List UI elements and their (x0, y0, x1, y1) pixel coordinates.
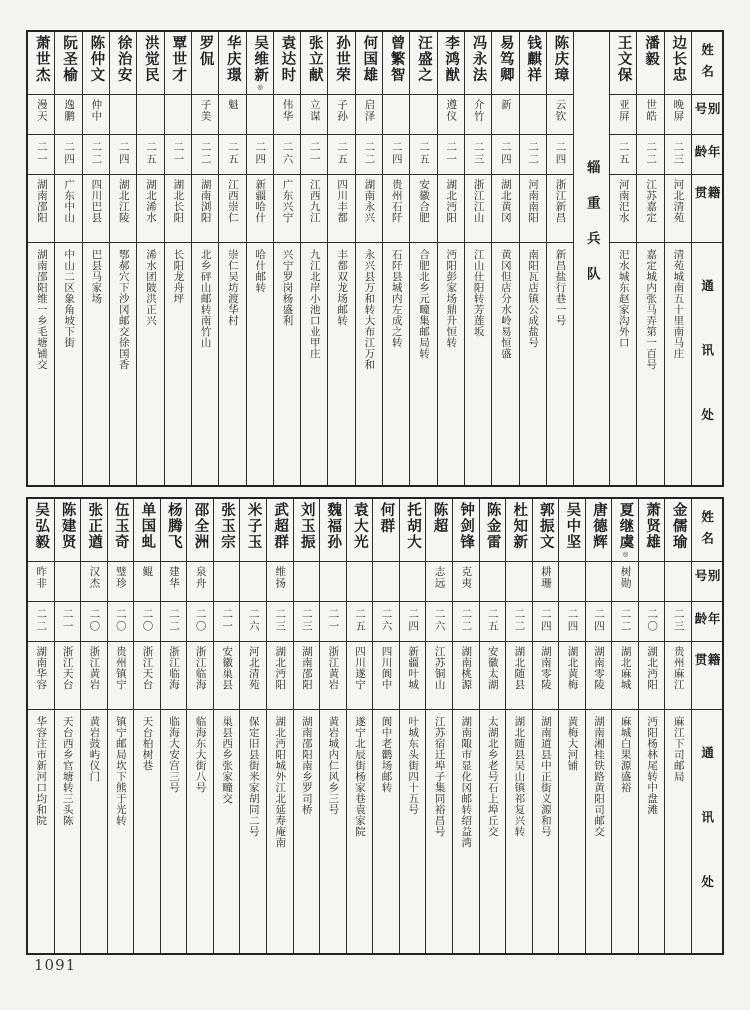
entry-native-place: 湖北沔阳 (646, 646, 659, 690)
entry-address: 天台柏树巷 (141, 716, 154, 771)
entry-name: 陈庆璋 (552, 35, 569, 83)
entry-address: 遂宁北辰街杨家巷袁家院 (353, 716, 366, 837)
entry-age: 二三 (672, 141, 685, 166)
entry-alias: 介竹 (472, 99, 485, 122)
entry-alias: 子美 (199, 99, 212, 122)
entry-age: 二二 (199, 141, 212, 166)
entry-name: 张立献 (306, 35, 323, 83)
entry-native-place: 浙江江山 (472, 179, 485, 223)
entry-column (519, 32, 546, 485)
section-divider-column (573, 32, 609, 485)
page-number: 1091 (34, 956, 77, 974)
entry-age: 二四 (117, 141, 130, 166)
entry-native-place: 湖北黄冈 (499, 179, 512, 223)
entry-address: 江苏宿迁埠子集同裕昌号 (433, 716, 446, 837)
entry-native-place: 河南汜水 (617, 179, 630, 223)
entry-native-place: 湖北沔阳 (274, 646, 287, 690)
entry-age: 二一 (61, 608, 74, 633)
entry-column (664, 32, 691, 485)
entry-column (28, 32, 54, 485)
entry-alias: 志远 (433, 566, 446, 589)
entry-column (464, 32, 491, 485)
entry-address: 华容注市新河口均和院 (35, 716, 48, 826)
header-alias-label: 别号 (693, 102, 722, 119)
entry-name: 吴弘毅 (33, 502, 50, 550)
entry-age: 二六 (433, 608, 446, 633)
entry-column (546, 32, 573, 485)
entry-address: 临海东大街八号 (194, 716, 207, 793)
entry-age: 二三 (472, 141, 485, 166)
entry-native-place: 浙江黄岩 (327, 646, 340, 690)
entry-age: 二六 (281, 141, 294, 166)
entry-native-place: 广东兴宁 (281, 179, 294, 223)
entry-column (186, 499, 213, 953)
entry-column (409, 32, 436, 485)
entry-age: 二五 (417, 141, 430, 166)
entry-name: 陈超 (431, 502, 448, 534)
entry-native-place: 新疆叶城 (407, 646, 420, 690)
entry-native-place: 湖南华容 (35, 646, 48, 690)
entry-name: 单国虬 (139, 502, 156, 550)
entry-alias: 璧珍 (114, 566, 127, 589)
entry-name: 郭振文 (537, 502, 554, 550)
entry-address: 镇宁邮局坎下熊于光转 (114, 716, 127, 826)
entry-age: 二二 (645, 141, 658, 166)
entry-name: 李鸿猷 (443, 35, 460, 83)
entry-alias: 耕珊 (539, 566, 552, 589)
header-native-label: 籍贯 (693, 186, 722, 215)
entry-name: 洪觉民 (142, 35, 159, 83)
entry-alias: 魁 (226, 99, 239, 111)
entry-name: 冯永法 (470, 35, 487, 83)
entry-name: 杨腾飞 (165, 502, 182, 550)
entry-address: 太湖北乡老号石上埠丘交 (486, 716, 499, 837)
entry-native-place: 浙江天台 (141, 646, 154, 690)
entry-address: 湖南邵阳维一乡毛塘铺交 (35, 249, 48, 370)
header-age-label: 年龄 (693, 612, 722, 628)
entry-age: 二五 (486, 608, 499, 633)
entry-name: 陈金雷 (484, 502, 501, 550)
entry-column (609, 32, 636, 485)
roster-table-bottom (26, 497, 724, 955)
entry-column (300, 32, 327, 485)
entry-column (266, 499, 293, 953)
entry-age: 二五 (145, 141, 158, 166)
entry-name: 曾繁智 (388, 35, 405, 83)
entry-column (382, 32, 409, 485)
entry-native-place: 贵州镇宁 (114, 646, 127, 690)
entry-address: 哈什邮转 (254, 249, 267, 293)
entry-column (54, 499, 81, 953)
entry-name: 萧世杰 (33, 35, 50, 83)
entry-age: 二二 (363, 141, 376, 166)
entry-alias: 鲲 (141, 566, 154, 578)
entry-age: 二五 (617, 141, 630, 166)
header-alias-label: 别号 (693, 569, 722, 586)
entry-alias: 启泽 (363, 99, 376, 122)
entry-alias: 汉杰 (88, 566, 101, 589)
entry-column (164, 32, 191, 485)
entry-address: 保定旧县街米家胡同二号 (247, 716, 260, 837)
entry-native-place: 江西崇仁 (226, 179, 239, 223)
entry-alias: 克夷 (460, 566, 473, 589)
entry-age: 二〇 (88, 608, 101, 633)
entry-alias: 伟华 (281, 99, 294, 122)
entry-alias: 世皓 (645, 99, 658, 122)
entry-alias: 晚屏 (672, 99, 685, 122)
entry-name: 夏继虞 (617, 502, 634, 550)
entry-address: 永兴县万和转大布江万和 (363, 249, 376, 370)
entry-address: 临海大安宫三号 (168, 716, 181, 793)
entry-name: 钟剑锋 (458, 502, 475, 550)
entry-age: 二四 (63, 141, 76, 166)
entry-note-mark: ◎ (621, 550, 630, 558)
entry-native-place: 四川巴县 (90, 179, 103, 223)
entry-address: 九江北岸小池口业甲庄 (308, 249, 321, 359)
entry-age: 二三 (672, 608, 685, 633)
entry-column (505, 499, 532, 953)
entry-column (346, 499, 373, 953)
entry-name: 边长忠 (670, 35, 687, 83)
header-column (691, 499, 722, 953)
entry-native-place: 湖南零陵 (539, 646, 552, 690)
entry-column (452, 499, 479, 953)
entry-address: 江山仕阳转芳莲坂 (472, 249, 485, 337)
entry-alias: 立谋 (308, 99, 321, 122)
entry-native-place: 湖南桃源 (460, 646, 473, 690)
entry-address: 北乡砰山邮转南竹山 (199, 249, 212, 348)
entry-name: 何群 (378, 502, 395, 534)
entry-address: 丰都双龙场邮转 (336, 249, 349, 326)
entry-address: 南阳瓦店镇公成盐号 (527, 249, 540, 348)
entry-age: 二四 (254, 141, 267, 166)
entry-native-place: 湖南浏阳 (199, 179, 212, 223)
entry-age: 二三 (300, 608, 313, 633)
entry-column (636, 32, 663, 485)
entry-address: 新昌盐行巷一号 (554, 249, 567, 326)
entry-age: 二五 (336, 141, 349, 166)
entry-column (80, 499, 107, 953)
entry-age: 二五 (226, 141, 239, 166)
entry-address: 麻城白果源盛裕 (619, 716, 632, 793)
entry-column (611, 499, 638, 953)
entry-column (218, 32, 245, 485)
entry-address: 黄岩城内仁风乡三号 (327, 716, 340, 815)
entry-alias: 逸鹏 (63, 99, 76, 122)
entry-name: 邵全洲 (192, 502, 209, 550)
entry-column (54, 32, 81, 485)
entry-alias: 仲中 (90, 99, 103, 122)
entry-column (664, 499, 691, 953)
entry-native-place: 湖南邵阳 (300, 646, 313, 690)
entry-name: 陈建贤 (59, 502, 76, 550)
entry-age: 二二 (168, 608, 181, 633)
header-native-label: 籍贯 (693, 653, 722, 682)
entry-native-place: 湖南永兴 (363, 179, 376, 223)
entry-address: 浠水团陂洪正兴 (145, 249, 158, 326)
entry-address: 合肥北乡元疃集邮局转 (417, 249, 430, 359)
entry-alias: 云钦 (554, 99, 567, 122)
entry-native-place: 湖北沔阳 (445, 179, 458, 223)
entry-native-place: 湖北随县 (513, 646, 526, 690)
entry-column (372, 499, 399, 953)
entry-alias: 亚屏 (617, 99, 630, 122)
header-name-label: 姓名 (699, 510, 715, 553)
entry-address: 湖南陬市显化冈邮转绍益湾 (460, 716, 473, 848)
entry-note-mark: ◎ (256, 83, 265, 91)
entry-column (437, 32, 464, 485)
entry-address: 中山二区象角坡下街 (63, 249, 76, 348)
entry-address: 湖北随县吴山镇祁复兴转 (513, 716, 526, 837)
header-contact-label: 通讯处 (699, 279, 715, 473)
entry-address: 石阡县城内左成之转 (390, 249, 403, 348)
entry-age: 二〇 (646, 608, 659, 633)
entry-native-place: 湖北江陵 (117, 179, 130, 223)
entry-name: 托胡大 (404, 502, 421, 550)
entry-name: 王文保 (615, 35, 632, 83)
entry-age: 二二 (35, 608, 48, 633)
entry-name: 孙世荣 (333, 35, 350, 83)
entry-age: 二四 (390, 141, 403, 166)
entry-name: 吴维新 (252, 35, 269, 83)
entry-native-place: 江苏嘉定 (645, 179, 658, 223)
entry-age: 二二 (90, 141, 103, 166)
entry-address: 麻江下司邮局 (672, 716, 685, 782)
entry-address: 黄梅大河铺 (566, 716, 579, 771)
entry-name: 袁达时 (279, 35, 296, 83)
entry-native-place: 新疆哈什 (254, 179, 267, 223)
section-divider-label: 辎重兵队 (583, 160, 600, 302)
entry-age: 二四 (407, 608, 420, 633)
entry-name: 徐治安 (115, 35, 132, 83)
entry-column (399, 499, 426, 953)
entry-age: 二〇 (141, 608, 154, 633)
entry-address: 湖北沔阳城外江北延寿庵南 (274, 716, 287, 848)
entry-name: 罗侃 (197, 35, 214, 67)
entry-column (213, 499, 240, 953)
entry-native-place: 浙江临海 (168, 646, 181, 690)
entry-name: 张玉宗 (219, 502, 236, 550)
entry-native-place: 河北清苑 (672, 179, 685, 223)
entry-address: 沔阳彭家场鼎升恒转 (445, 249, 458, 348)
entry-native-place: 湖北麻城 (619, 646, 632, 690)
entry-address: 湖南邵阳南乡罗司桥 (300, 716, 313, 815)
header-column (691, 32, 722, 485)
entry-address: 鄂郝穴下沙冈邮交徐国香 (117, 249, 130, 370)
entry-age: 二四 (539, 608, 552, 633)
entry-native-place: 河南南阳 (527, 179, 540, 223)
entry-age: 二一 (221, 608, 234, 633)
entry-column (491, 32, 518, 485)
entry-native-place: 浙江临海 (194, 646, 207, 690)
entry-native-place: 四川丰都 (336, 179, 349, 223)
entry-age: 二四 (566, 608, 579, 633)
entry-column (293, 499, 320, 953)
entry-name: 杜知新 (511, 502, 528, 550)
entry-name: 覃世才 (170, 35, 187, 83)
entry-column (109, 32, 136, 485)
entry-age: 二五 (353, 608, 366, 633)
entry-native-place: 浙江新昌 (554, 179, 567, 223)
entry-age: 二四 (554, 141, 567, 166)
entry-address: 崇仁吴坊渡华村 (226, 249, 239, 326)
entry-address: 湖南道县中正街义源和号 (539, 716, 552, 837)
entry-name: 袁大光 (351, 502, 368, 550)
entry-native-place: 江苏铜山 (433, 646, 446, 690)
entry-native-place: 贵州石阡 (390, 179, 403, 223)
entry-name: 张正遒 (86, 502, 103, 550)
entry-age: 二四 (499, 141, 512, 166)
entry-name: 汪盛之 (415, 35, 432, 83)
entry-address: 汜水城东赵家沟外口 (617, 249, 630, 348)
entry-name: 钱麒祥 (525, 35, 542, 83)
entry-name: 金儒瑜 (670, 502, 687, 550)
entry-column (532, 499, 559, 953)
entry-column (479, 499, 506, 953)
entry-native-place: 安徽太湖 (486, 646, 499, 690)
entry-address: 阆中老鹳场邮转 (380, 716, 393, 793)
entry-native-place: 湖南邵阳 (35, 179, 48, 223)
entry-native-place: 湖北黄梅 (566, 646, 579, 690)
entry-name: 伍玉奇 (112, 502, 129, 550)
entry-alias: 昨非 (35, 566, 48, 589)
entry-age: 二二 (513, 608, 526, 633)
entry-age: 二一 (172, 141, 185, 166)
entry-name: 潘毅 (642, 35, 659, 67)
entry-column (82, 32, 109, 485)
entry-name: 吴中坚 (564, 502, 581, 550)
entry-column (327, 32, 354, 485)
entry-native-place: 浙江天台 (61, 646, 74, 690)
header-age-label: 年龄 (693, 145, 722, 161)
entry-age: 二一 (445, 141, 458, 166)
entry-address: 巴县马家场 (90, 249, 103, 304)
entry-name: 何国雄 (361, 35, 378, 83)
entry-column (585, 499, 612, 953)
entry-address: 黄冈但店分水岭易恒盛 (499, 249, 512, 359)
header-name-label: 姓名 (699, 43, 715, 86)
entry-address: 叶城东头街四十五号 (407, 716, 420, 815)
entry-column (107, 499, 134, 953)
entry-address: 天台西乡官塘转三头陈 (61, 716, 74, 826)
entry-name: 易笃卿 (497, 35, 514, 83)
entry-age: 二二 (460, 608, 473, 633)
entry-address: 黄岩鼓屿仪门 (88, 716, 101, 782)
entry-age: 二三 (274, 608, 287, 633)
entry-column (558, 499, 585, 953)
entry-age: 二〇 (194, 608, 207, 633)
entry-alias: 子孙 (336, 99, 349, 122)
entry-name: 魏福孙 (325, 502, 342, 550)
entry-age: 二六 (380, 608, 393, 633)
entry-age: 二一 (35, 141, 48, 166)
entry-column (319, 499, 346, 953)
entry-native-place: 湖北长阳 (172, 179, 185, 223)
entry-native-place: 湖北浠水 (145, 179, 158, 223)
entry-alias: 新 (499, 99, 512, 111)
entry-name: 刘玉振 (298, 502, 315, 550)
entry-native-place: 四川阆中 (380, 646, 393, 690)
entry-address: 沔阳杨林尾转中盘滩 (646, 716, 659, 815)
entry-name: 米子玉 (245, 502, 262, 550)
entry-alias: 维扬 (274, 566, 287, 589)
entry-name: 萧贤雄 (644, 502, 661, 550)
entry-address: 巢县西乡张家疃交 (221, 716, 234, 804)
entry-address: 长阳龙舟坪 (172, 249, 185, 304)
entry-column (425, 499, 452, 953)
entry-column (136, 32, 163, 485)
entry-column (28, 499, 54, 953)
entry-name: 武超群 (272, 502, 289, 550)
entry-column (133, 499, 160, 953)
header-contact-label: 通讯处 (699, 746, 715, 940)
entry-age: 二二 (527, 141, 540, 166)
entry-native-place: 湖南零陵 (593, 646, 606, 690)
entry-column (638, 499, 665, 953)
entry-alias: 建华 (168, 566, 181, 589)
entry-column (191, 32, 218, 485)
entry-native-place: 浙江黄岩 (88, 646, 101, 690)
entry-alias: 树勋 (619, 566, 632, 589)
entry-alias: 泉舟 (194, 566, 207, 589)
entry-age: 二二 (619, 608, 632, 633)
roster-table-top (26, 30, 724, 487)
entry-native-place: 贵州麻江 (672, 646, 685, 690)
entry-age: 二一 (327, 608, 340, 633)
entry-name: 华庆璟 (224, 35, 241, 83)
entry-age: 二六 (247, 608, 260, 633)
entry-native-place: 安徽合肥 (417, 179, 430, 223)
entry-age: 二一 (308, 141, 321, 166)
entry-age: 二〇 (114, 608, 127, 633)
entry-native-place: 四川遂宁 (353, 646, 366, 690)
entry-age: 二四 (593, 608, 606, 633)
entry-native-place: 广东中山 (63, 179, 76, 223)
entry-name: 唐德辉 (590, 502, 607, 550)
entry-name: 陈仲文 (88, 35, 105, 83)
entry-native-place: 安徽巢县 (221, 646, 234, 690)
entry-address: 清苑城南五十里南马庄 (672, 249, 685, 359)
entry-address: 湖南湘桂铁路黄阳司邮交 (593, 716, 606, 837)
entry-column (239, 499, 266, 953)
entry-alias: 遵仪 (445, 99, 458, 122)
entry-address: 兴宁罗岗杨盛利 (281, 249, 294, 326)
entry-native-place: 江西九江 (308, 179, 321, 223)
entry-native-place: 河北清苑 (247, 646, 260, 690)
entry-column (160, 499, 187, 953)
entry-address: 嘉定城内张马弄第一百号 (645, 249, 658, 370)
entry-column (355, 32, 382, 485)
entry-name: 阮圣榆 (61, 35, 78, 83)
entry-alias: 漫天 (35, 99, 48, 122)
entry-column (246, 32, 273, 485)
entry-column (273, 32, 300, 485)
